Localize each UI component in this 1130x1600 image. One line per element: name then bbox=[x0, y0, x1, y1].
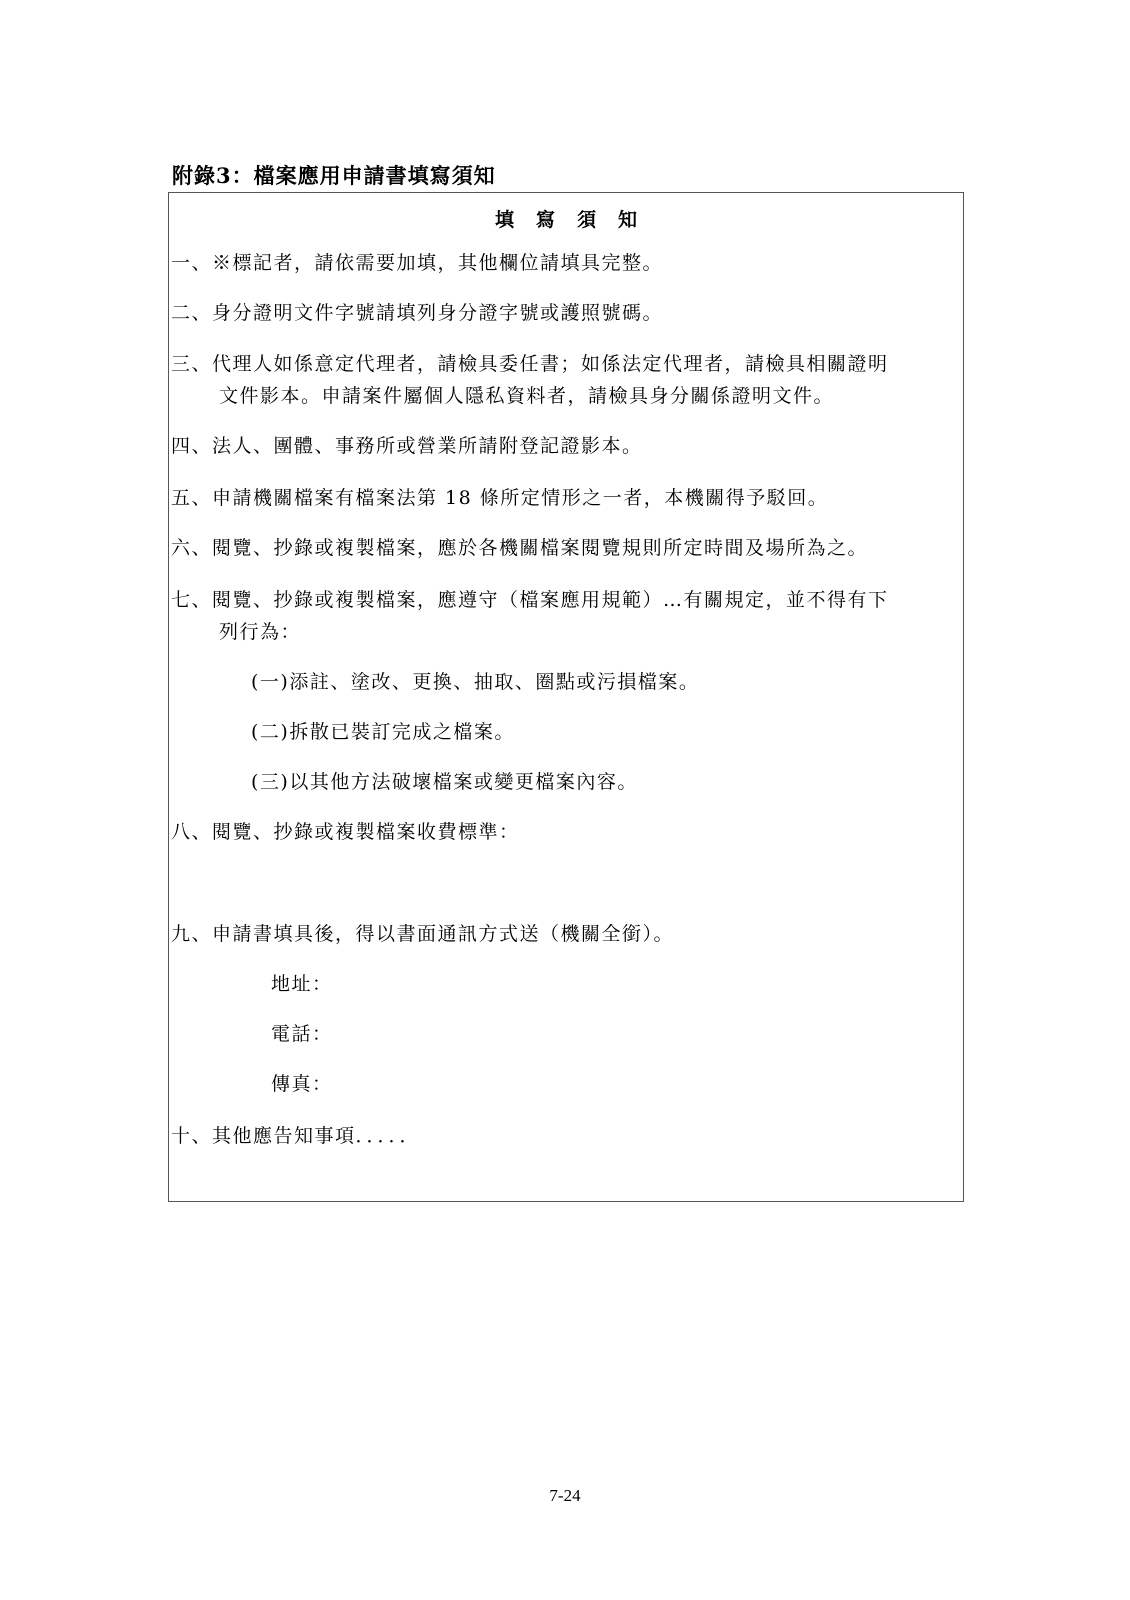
notice-box bbox=[168, 192, 964, 1202]
address-label: 地址： bbox=[271, 973, 333, 995]
notice-item-7-line-2: 列行為： bbox=[219, 621, 302, 643]
notice-item-7-sub-1: (一)添註、塗改、更換、抽取、圈點或污損檔案。 bbox=[251, 671, 700, 693]
notice-item-3-line-2: 文件影本。申請案件屬個人隱私資料者，請檢具身分關係證明文件。 bbox=[219, 385, 835, 407]
box-title: 填寫須知 bbox=[494, 209, 659, 231]
notice-item-7-line-1: 七、閱覽、抄錄或複製檔案，應遵守（檔案應用規範）…有關規定，並不得有下 bbox=[171, 589, 889, 611]
notice-item-4: 四、法人、團體、事務所或營業所請附登記證影本。 bbox=[171, 435, 643, 457]
notice-item-7-sub-2: (二)拆散已裝訂完成之檔案。 bbox=[251, 721, 515, 743]
fax-label: 傳真： bbox=[271, 1073, 333, 1095]
notice-item-6: 六、閱覽、抄錄或複製檔案，應於各機關檔案閱覽規則所定時間及場所為之。 bbox=[171, 537, 869, 559]
notice-item-3-line-1: 三、代理人如係意定代理者，請檢具委任書；如係法定代理者，請檢具相關證明 bbox=[171, 353, 889, 375]
notice-item-2: 二、身分證明文件字號請填列身分證字號或護照號碼。 bbox=[171, 302, 664, 324]
page-title: 附錄3：檔案應用申請書填寫須知 bbox=[172, 163, 496, 188]
phone-label: 電話： bbox=[271, 1023, 333, 1045]
notice-item-7-sub-3: (三)以其他方法破壞檔案或變更檔案內容。 bbox=[251, 771, 638, 793]
notice-item-9: 九、申請書填具後，得以書面通訊方式送（機關全銜）。 bbox=[171, 923, 675, 945]
notice-item-10: 十、其他應告知事項．．．．． bbox=[171, 1125, 421, 1147]
notice-item-5: 五、申請機關檔案有檔案法第 18 條所定情形之一者，本機關得予駁回。 bbox=[171, 487, 829, 509]
notice-item-1: 一、※標記者，請依需要加填，其他欄位請填具完整。 bbox=[171, 252, 664, 274]
notice-item-8: 八、閱覽、抄錄或複製檔案收費標準： bbox=[171, 821, 520, 843]
page-number: 7-24 bbox=[549, 1486, 581, 1505]
